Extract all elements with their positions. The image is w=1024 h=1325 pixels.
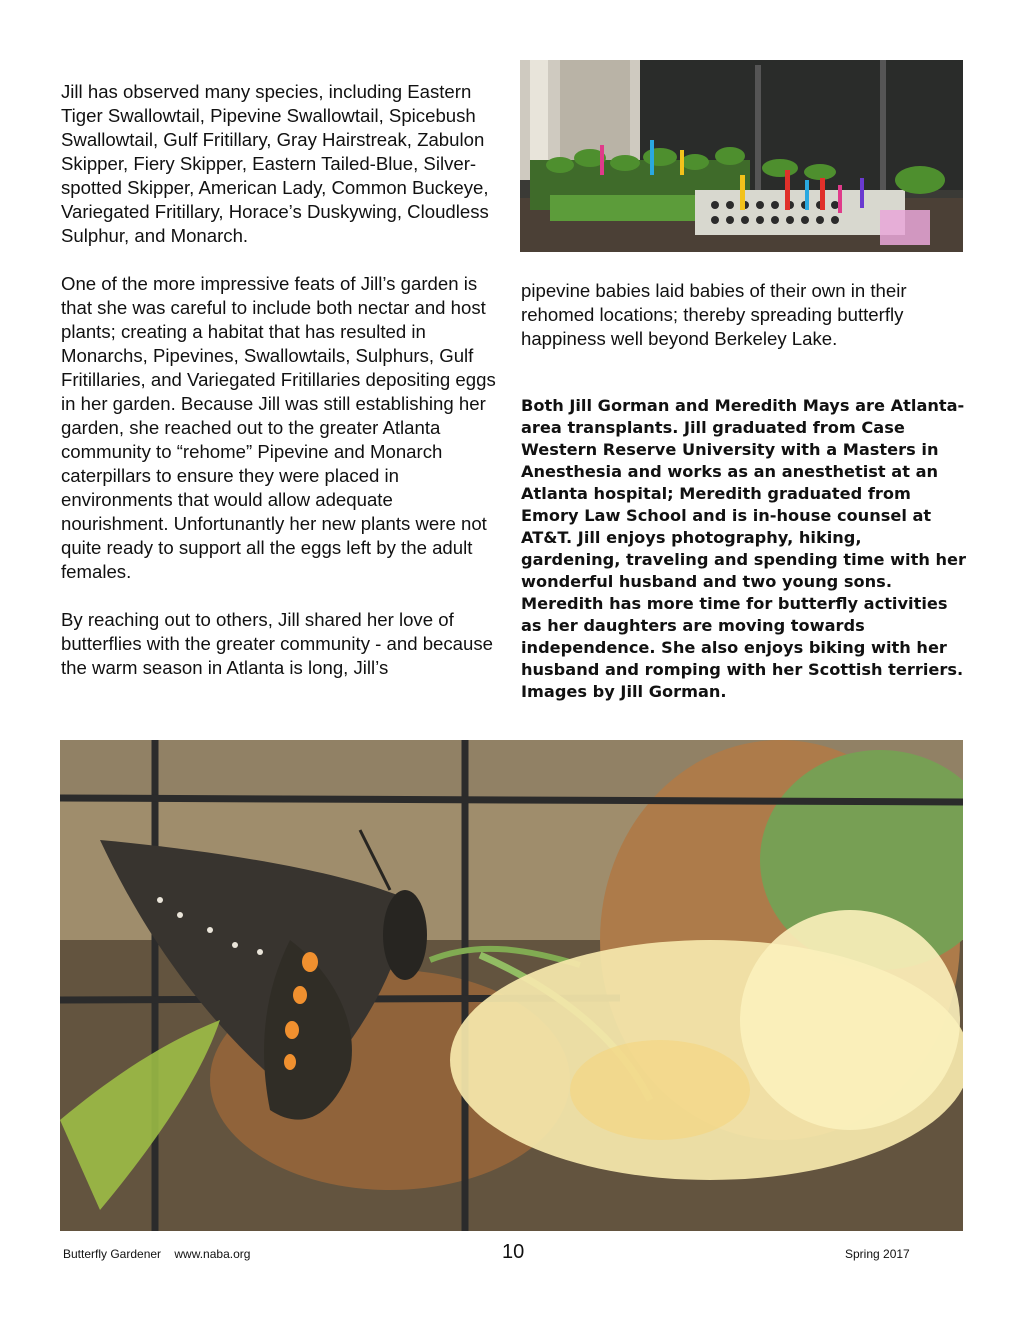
- page-number: 10: [502, 1241, 525, 1263]
- footer-publication: [63, 1247, 260, 1261]
- continuation-paragraph: pipevine babies laid babies of their own in their rehomed locations; thereby spreading butterfly happiness well beyond Berkeley Lake.: [521, 280, 907, 349]
- publication-website: www.naba.org: [174, 1247, 251, 1261]
- habitat-paragraph: One of the more impressive feats of Jill’s garden is that she was careful to include both nectar and host plants; creating a habitat that has resulted in Monarchs, Pipevines, Swallowtails, Sulphurs, Gulf Fritillaries, and Variegated Fritillaries depositing eggs in her garden. Because Jill was still establishing her garden, she reached out to the greater Atlanta community to “rehome” Pipevine and Monarch caterpillars to ensure they were placed in environments that would allow adequate nourishment. Unfortunantly her new plants were not quite ready to support all the eggs left by the adult females.: [61, 273, 496, 582]
- author-bio: Both Jill Gorman and Meredith Mays are Atlanta-area transplants. Jill graduated from Case Western Reserve University with a Masters in Anesthesia and works as an anesthetist at an Atlanta hospital; Meredith graduated from Emory Law School and is in-house counsel at AT&T. Jill enjoys photography, hiking, gardening, traveling and spending time with her wonderful husband and two young sons. Meredith has more time for butterfly activities as her daughters are moving towards independence. She also enjoys biking with her husband and romping with her Scottish terriers. Images by Jill Gorman.: [521, 396, 966, 701]
- pipevine-swallowtail-photo: [60, 740, 963, 1231]
- community-paragraph: By reaching out to others, Jill shared her love of butterflies with the greater community - and because the warm season in Atlanta is long, Jill’s: [61, 609, 494, 678]
- greenhouse-seedlings-photo: [520, 60, 963, 252]
- article-continuation: [521, 279, 961, 351]
- article-left-column: [61, 80, 501, 704]
- species-paragraph: Jill has observed many species, including Eastern Tiger Swallowtail, Pipevine Swallowtail, Spicebush Swallowtail, Gulf Fritillary, Gray Hairstreak, Zabulon Skipper, Fiery Skipper, Eastern Tailed-Blue, Silver-spotted Skipper, American Lady, Common Buckeye, Variegated Fritillary, Horace’s Duskywing, Cloudless Sulphur, and Monarch.: [61, 81, 489, 246]
- publication-name: Butterfly Gardener: [63, 1247, 162, 1261]
- issue-label: Spring 2017: [845, 1247, 910, 1261]
- page-footer: [0, 1238, 1024, 1268]
